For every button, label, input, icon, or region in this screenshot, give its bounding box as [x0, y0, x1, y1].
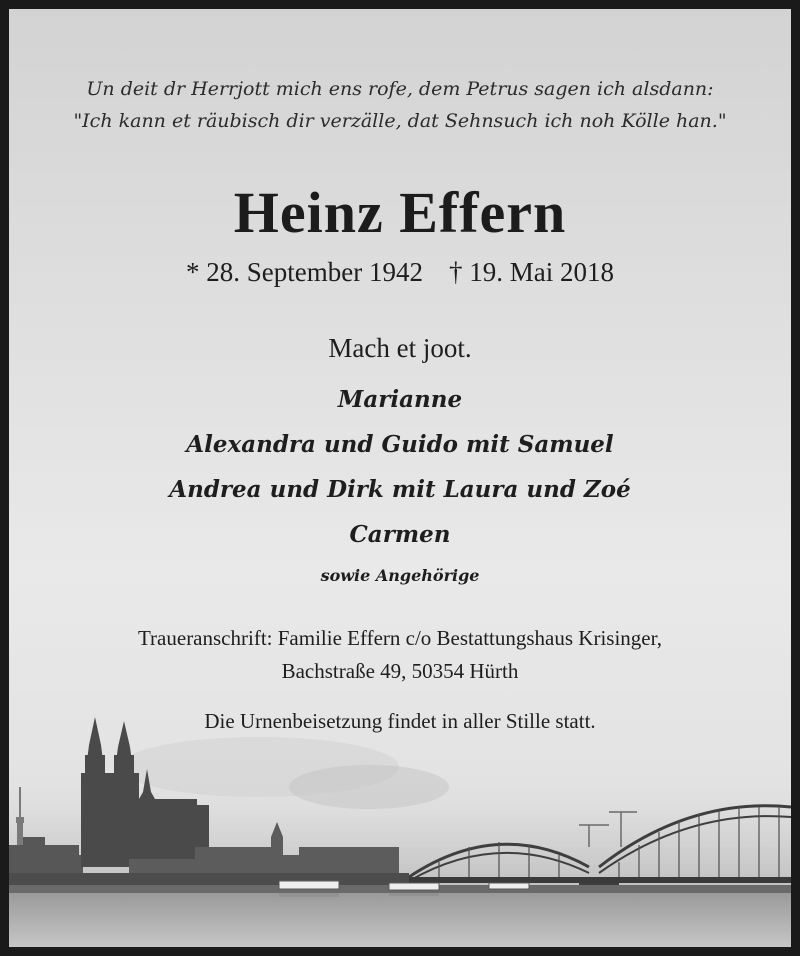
life-dates	[9, 257, 791, 288]
mourner-4: Carmen	[349, 521, 451, 548]
death-date: † 19. Mai 2018	[448, 257, 614, 287]
address-line-2: Bachstraße 49, 50354 Hürth	[281, 659, 519, 683]
quote-line-1: Un deit dr Herrjott mich ens rofe, dem Petrus sagen ich alsdann:	[86, 78, 714, 100]
cologne-skyline-image	[9, 697, 791, 947]
address-line-1: Traueranschrift: Familie Effern c/o Bestattungshaus Krisinger,	[137, 626, 663, 650]
bridge-deck	[409, 877, 791, 883]
birth-date: * 28. September 1942	[186, 257, 423, 287]
deceased-name: Heinz Effern	[233, 180, 567, 245]
motto: Mach et joot.	[328, 333, 472, 363]
mourner-3: Andrea und Dirk mit Laura und Zoé	[169, 476, 631, 503]
quote-line-2: "Ich kann et räubisch dir verzälle, dat Sehnsuch ich noh Kölle han."	[73, 110, 727, 132]
burial-note: Die Urnenbeisetzung findet in aller Stille statt.	[204, 709, 596, 733]
rhine-river	[9, 893, 791, 947]
other-relatives: sowie Angehörige	[320, 566, 480, 585]
embankment	[9, 873, 409, 887]
mourner-2: Alexandra und Guido mit Samuel	[186, 431, 614, 458]
mourner-1: Marianne	[337, 386, 463, 413]
